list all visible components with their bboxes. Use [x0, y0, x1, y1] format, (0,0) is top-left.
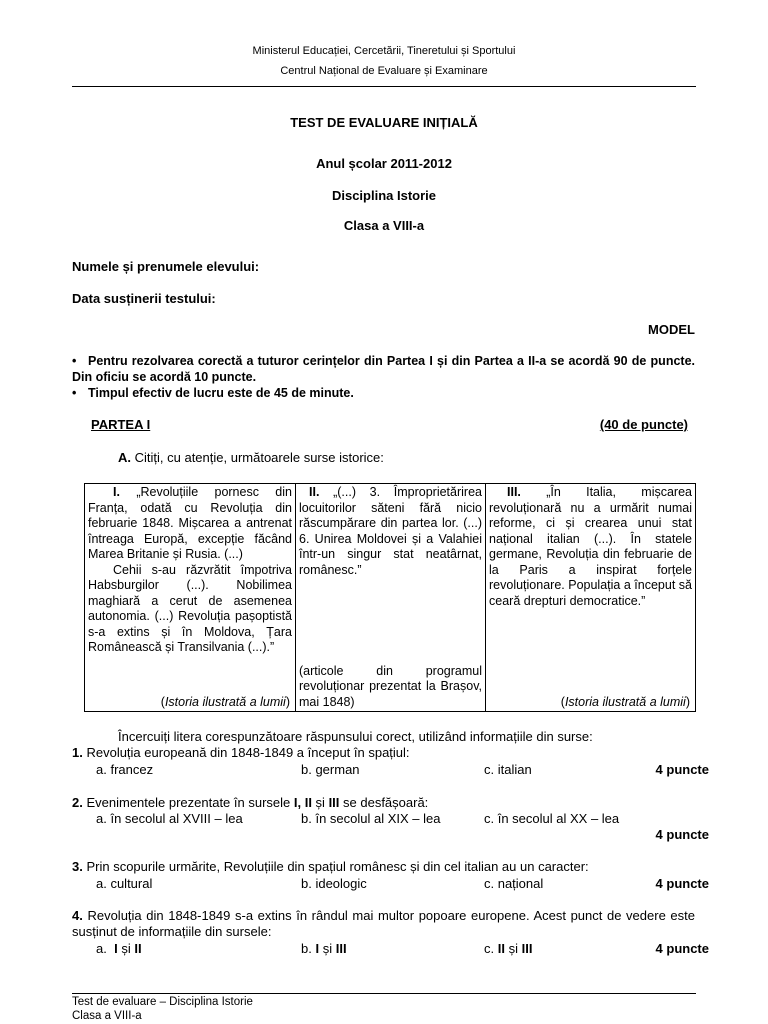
- source-1-text-continued: Cehii s-au răzvrătit împotriva Habsburgilor (...). Nobilimea maghiară a cerut de asemenea autonomia. (...) Revoluția pașoptistă s-a extins și în Moldova, Țara Românească și Transilvania (...).”: [88, 562, 292, 654]
- sources-table: [84, 483, 696, 712]
- model-label: MODEL: [648, 322, 695, 337]
- question-3-option-b[interactable]: b. ideologic: [301, 876, 367, 891]
- question-3: 3. Prin scopurile urmărite, Revoluțiile din spațiul românesc și din cel italian au un caracter:: [72, 859, 589, 874]
- test-title: TEST DE EVALUARE INIȚIALĂ: [290, 115, 478, 130]
- source-1-citation: (Istoria ilustrată a lumii): [160, 694, 290, 709]
- source-cell-3: [486, 484, 696, 712]
- question-4: 4. Revoluția din 1848-1849 s-a extins în rândul mai multor popoare europene. Acest punct de vedere este susținut de informațiile din sursele:: [72, 908, 695, 939]
- question-2: 2. Evenimentele prezentate în sursele I, II și III se desfășoară:: [72, 795, 429, 810]
- section-letter: A.: [118, 450, 131, 465]
- discipline: Disciplina Istorie: [331, 188, 437, 203]
- bullet-icon: •: [72, 386, 77, 400]
- ministry-header: Ministerul Educației, Cercetării, Tineretului și Sportului: [252, 45, 516, 57]
- question-2-option-b[interactable]: b. în secolul al XIX – lea: [301, 811, 441, 826]
- source-3-citation: (Istoria ilustrată a lumii): [560, 694, 690, 709]
- question-1-option-c[interactable]: c. italian: [484, 762, 532, 777]
- question-1-points: 4 puncte: [655, 762, 709, 777]
- evaluation-center-header: Centrul Național de Evaluare și Examinare: [280, 65, 488, 77]
- question-1: 1. Revoluția europeană din 1848-1849 a început în spațiul:: [72, 745, 410, 760]
- section-text: Citiți, cu atenție, următoarele surse istorice:: [134, 450, 384, 465]
- bullet-icon: •: [72, 354, 77, 368]
- instruction-item: • Timpul efectiv de lucru este de 45 de minute.: [72, 386, 354, 400]
- source-cell-1: [85, 484, 296, 712]
- instruction-item: • Pentru rezolvarea corectă a tuturor cerințelor din Partea I și din Partea a II-a se acordă 90 de puncte. Din oficiu se acordă 10 puncte.: [72, 354, 695, 384]
- question-2-points: 4 puncte: [655, 827, 709, 842]
- source-1-text: I. „Revoluțiile pornesc din Franța, odată cu Revoluția din februarie 1848. Mișcarea a antrenat întreaga Europă, excepție făcând Marea Britanie și Rusia. (...): [88, 485, 292, 561]
- question-3-points: 4 puncte: [655, 876, 709, 891]
- section-a-instruction: [118, 450, 384, 465]
- class-level: Clasa a VIII-a: [343, 218, 425, 233]
- test-date-label: Data susținerii testului:: [72, 291, 216, 306]
- question-1-option-a[interactable]: a. francez: [96, 762, 154, 777]
- school-year: Anul școlar 2011-2012: [316, 156, 452, 171]
- source-3-text: III. „În Italia, mișcarea revoluționară nu a urmărit numai reforme, ci și crearea unui stat național italian (...). În statele germane, Revoluția din februarie de la Paris a inspirat forțele revoluționare. Populația a început să ceară drepturi democratice.”: [489, 485, 692, 608]
- question-1-option-b[interactable]: b. german: [301, 762, 360, 777]
- footer-line-1: Test de evaluare – Disciplina Istorie: [72, 996, 253, 1008]
- part-title: PARTEA I: [91, 417, 151, 432]
- footer-line-2: Clasa a VIII-a: [72, 1010, 142, 1022]
- header-divider: [72, 86, 696, 87]
- question-2-option-c[interactable]: c. în secolul al XX – lea: [484, 811, 620, 826]
- student-name-label: Numele și prenumele elevului:: [72, 259, 260, 274]
- question-4-option-b[interactable]: b. I și III: [301, 941, 347, 956]
- question-4-option-a[interactable]: a. I și II: [96, 941, 142, 956]
- question-3-option-a[interactable]: a. cultural: [96, 876, 153, 891]
- question-2-option-a[interactable]: a. în secolul al XVIII – lea: [96, 811, 243, 826]
- source-cell-2: [296, 484, 486, 712]
- question-3-option-c[interactable]: c. național: [484, 876, 544, 891]
- footer: [72, 995, 253, 1023]
- question-4-points: 4 puncte: [655, 941, 709, 956]
- circle-instruction: Încercuiți litera corespunzătoare răspunsului corect, utilizând informațiile din surse:: [118, 729, 593, 744]
- part-points: (40 de puncte): [599, 417, 688, 432]
- question-4-option-c[interactable]: c. II și III: [484, 941, 533, 956]
- source-2-text: II. „(...) 3. Împroprietărirea locuitorilor săteni fără nicio răscumpărare din partea lor. (...) 6. Unirea Moldovei și a Valahiei într-un singur stat neatârnat, românesc.”: [299, 485, 482, 577]
- footer-divider: [72, 993, 696, 994]
- source-2-citation: (articole din programul revoluționar prezentat la Brașov, mai 1848): [299, 663, 482, 709]
